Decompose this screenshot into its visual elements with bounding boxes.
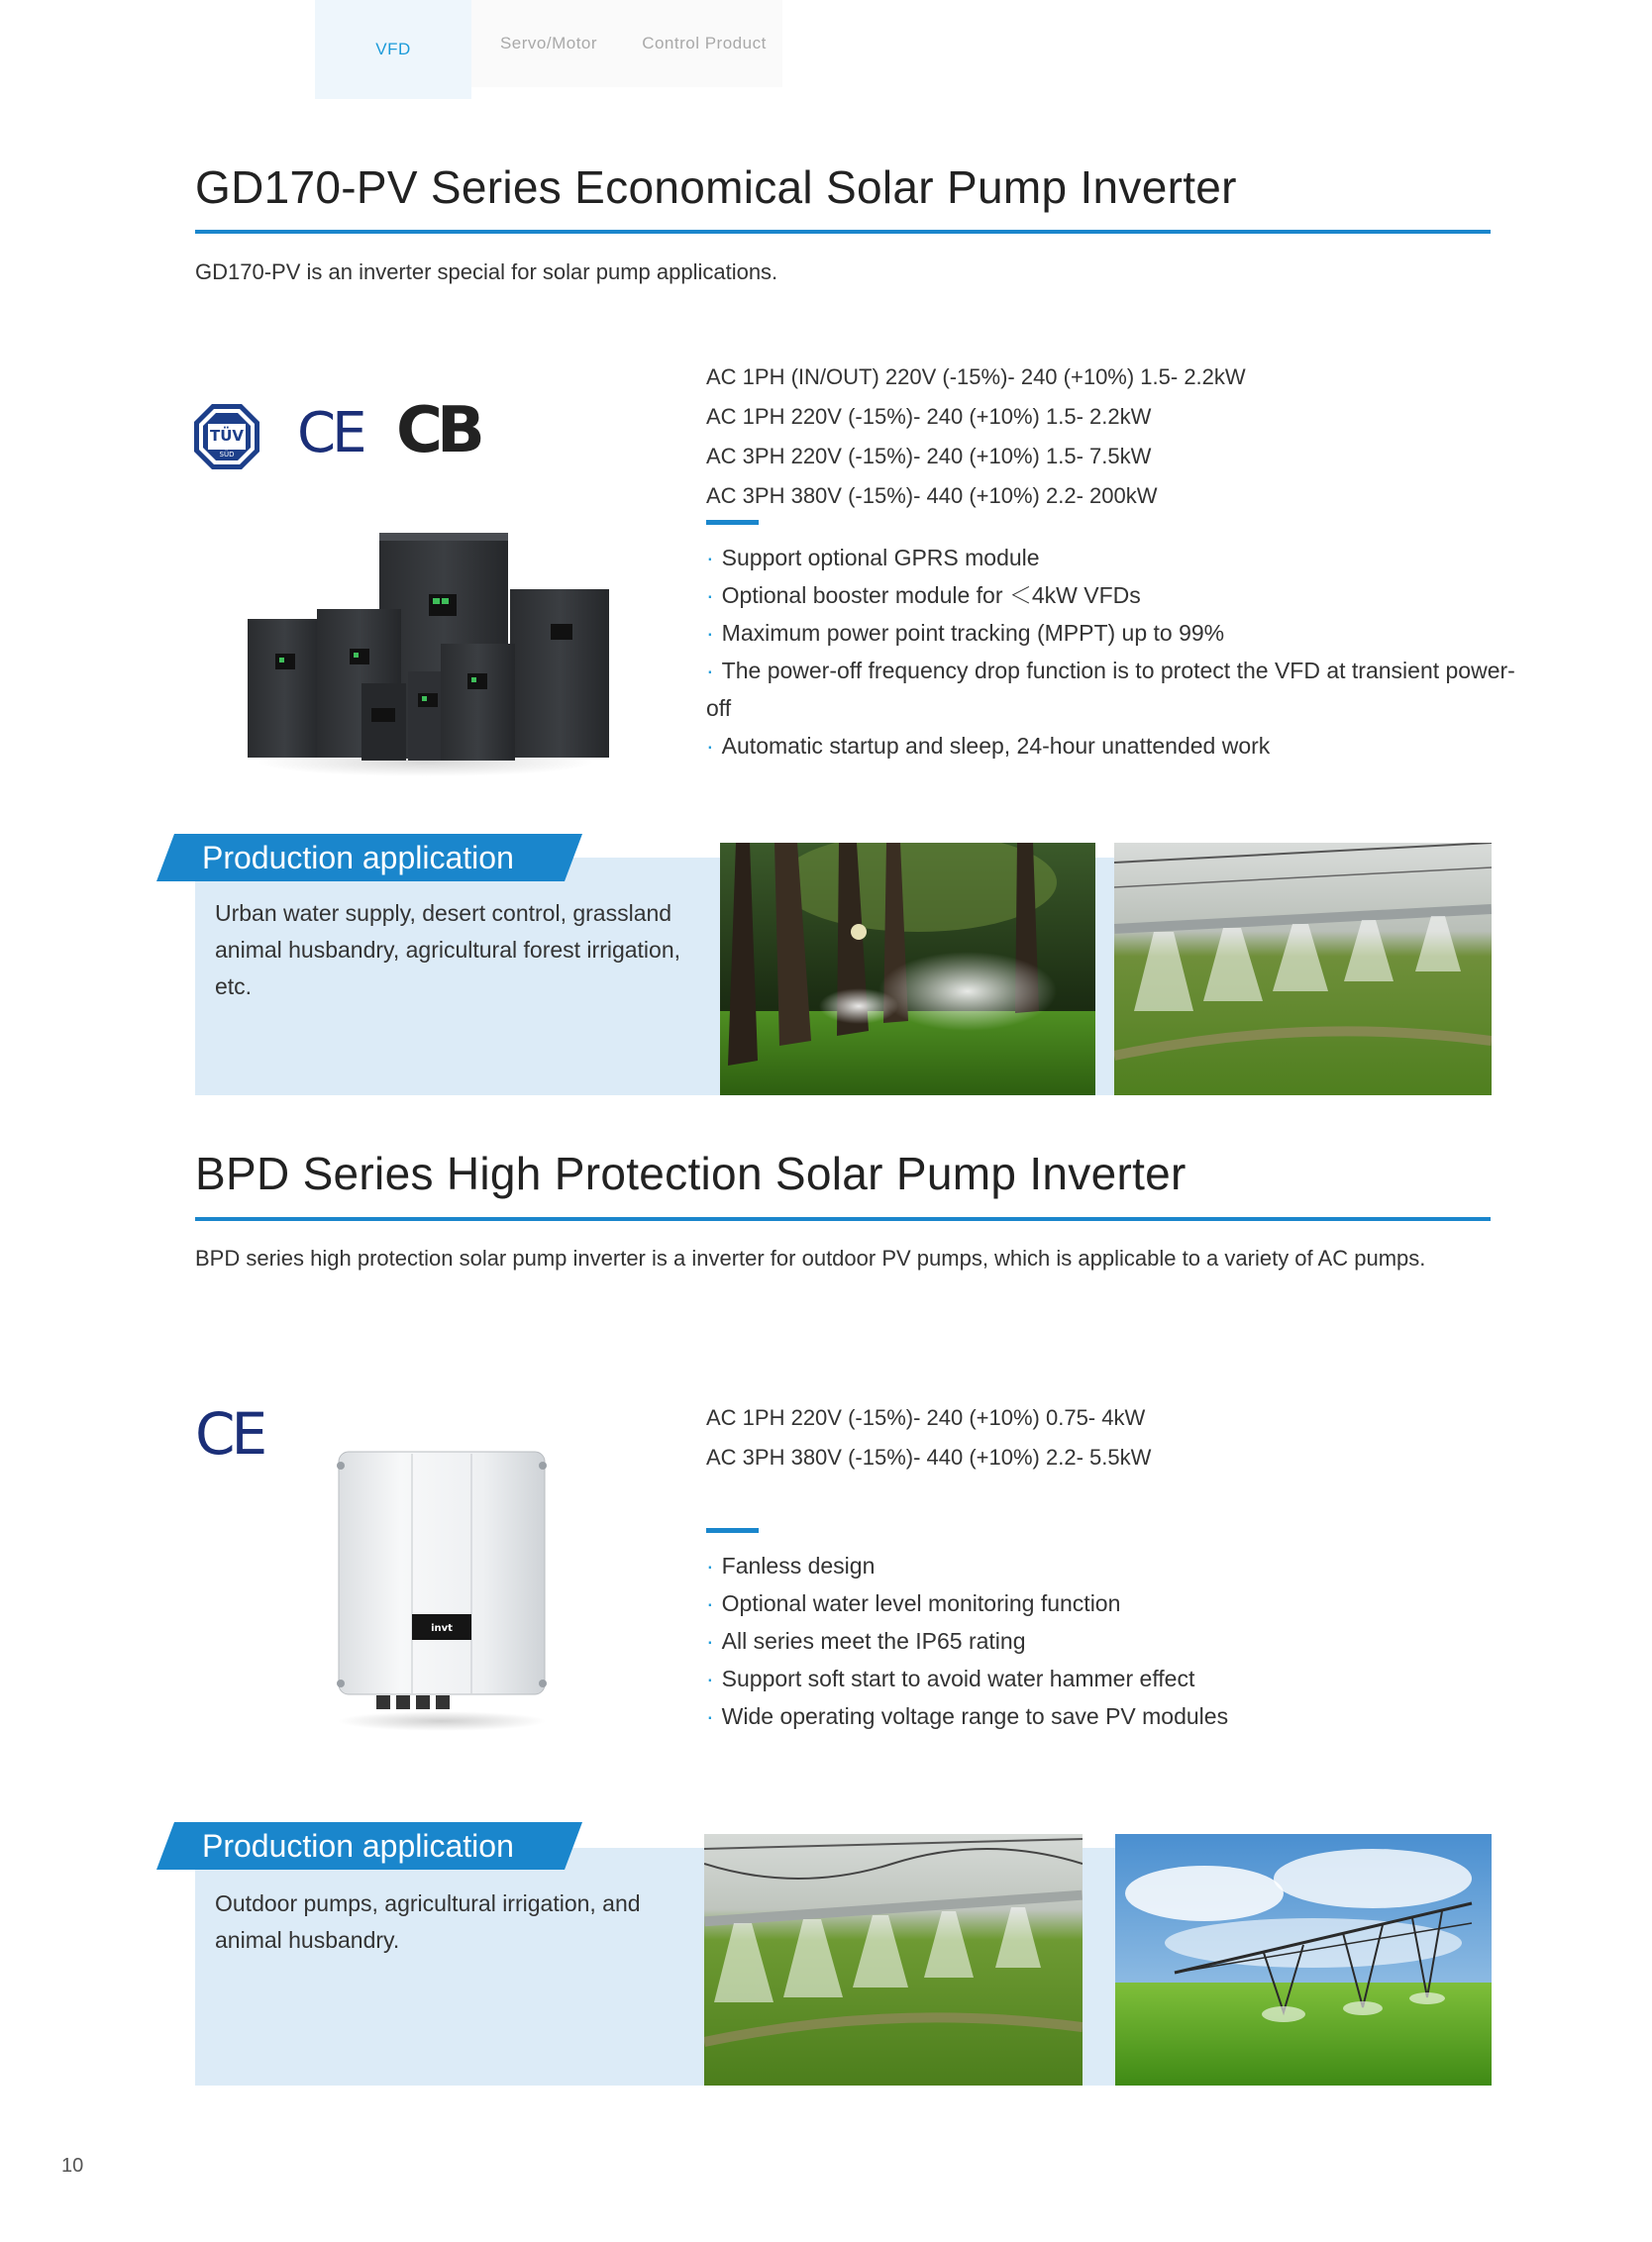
feature-item: · The power-off frequency drop function is to protect the VFD at transient power-off (706, 658, 1515, 721)
feature-item: · All series meet the IP65 rating (706, 1628, 1026, 1654)
bullet-dot-icon: · (706, 658, 714, 683)
ce-mark-icon: CE (297, 401, 363, 465)
spec-line: AC 1PH (IN/OUT) 220V (-15%)- 240 (+10%) 1.5- 2.2kW (706, 364, 1246, 389)
feature-item: · Optional booster module for ＜4kW VFDs (706, 582, 1141, 608)
feature-item: · Automatic startup and sleep, 24-hour unattended work (706, 733, 1271, 759)
tab-servo-motor[interactable]: Servo/Motor (471, 0, 626, 87)
section2-feature-list (706, 1547, 1518, 1735)
tab-vfd[interactable]: VFD (315, 0, 471, 99)
section2-divider (195, 1217, 1491, 1221)
gd170-pv-product-image (238, 525, 614, 782)
feature-item: · Optional water level monitoring function (706, 1590, 1121, 1616)
bullet-dot-icon: · (706, 1703, 714, 1729)
section1-feature-list (706, 539, 1518, 764)
section1-intro: GD170-PV is an inverter special for solar pump applications. (195, 259, 778, 284)
section2-title: BPD Series High Protection Solar Pump Inverter (195, 1148, 1187, 1199)
tab-control-product[interactable]: Control Product (626, 0, 782, 87)
feature-item: · Support soft start to avoid water hammer effect (706, 1666, 1195, 1691)
page-number: 10 (61, 2155, 84, 2177)
forest-sprinkler-photo (720, 843, 1095, 1095)
bullet-dot-icon: · (706, 582, 714, 608)
spec-line: AC 1PH 220V (-15%)- 240 (+10%) 1.5- 2.2kW (706, 404, 1152, 429)
application-text: Urban water supply, desert control, grassland animal husbandry, agricultural forest irrigation, etc. (215, 900, 681, 999)
feature-item: · Support optional GPRS module (706, 545, 1040, 570)
bullet-dot-icon: · (706, 620, 714, 646)
svg-text:SÜD: SÜD (219, 451, 235, 459)
feature-item: · Maximum power point tracking (MPPT) up to 99% (706, 620, 1225, 646)
spec-accent-bar (706, 520, 759, 525)
ce-mark-icon: CE (195, 1400, 264, 1468)
feature-item: · Wide operating voltage range to save PV modules (706, 1703, 1229, 1729)
center-pivot-irrigation-photo (1115, 1834, 1492, 2086)
product-category-tabs (315, 0, 782, 99)
application-heading-badge (156, 1822, 582, 1870)
application-heading: Production application (202, 1828, 514, 1864)
tuv-sud-cert-icon (192, 402, 261, 471)
greenhouse-irrigation-photo (704, 1834, 1083, 2086)
svg-text:TÜV: TÜV (209, 427, 245, 445)
bullet-dot-icon: · (706, 733, 714, 759)
greenhouse-irrigation-photo (1114, 843, 1492, 1095)
cb-mark-icon: CB (396, 394, 479, 467)
feature-item: · Fanless design (706, 1553, 876, 1579)
section1-divider (195, 230, 1491, 234)
bullet-dot-icon: · (706, 1666, 714, 1691)
spec-accent-bar (706, 1528, 759, 1533)
spec-line: AC 3PH 380V (-15%)- 440 (+10%) 2.2- 200kW (706, 483, 1158, 508)
spec-line: AC 3PH 220V (-15%)- 240 (+10%) 1.5- 7.5kW (706, 444, 1152, 468)
bullet-dot-icon: · (706, 1628, 714, 1654)
bullet-dot-icon: · (706, 1590, 714, 1616)
bpd-product-image (333, 1446, 551, 1733)
application-heading: Production application (202, 840, 514, 875)
spec-line: AC 1PH 220V (-15%)- 240 (+10%) 0.75- 4kW (706, 1405, 1146, 1430)
application-heading-badge (156, 834, 582, 881)
bullet-dot-icon: · (706, 545, 714, 570)
svg-text:invt: invt (431, 1623, 453, 1634)
spec-line: AC 3PH 380V (-15%)- 440 (+10%) 2.2- 5.5kW (706, 1445, 1152, 1470)
section2-intro: BPD series high protection solar pump inverter is a inverter for outdoor PV pumps, which is applicable to a variety of AC pumps. (195, 1246, 1426, 1271)
bullet-dot-icon: · (706, 1553, 714, 1579)
section1-title: GD170-PV Series Economical Solar Pump Inverter (195, 161, 1237, 213)
application-text: Outdoor pumps, agricultural irrigation, and animal husbandry. (215, 1890, 641, 1953)
